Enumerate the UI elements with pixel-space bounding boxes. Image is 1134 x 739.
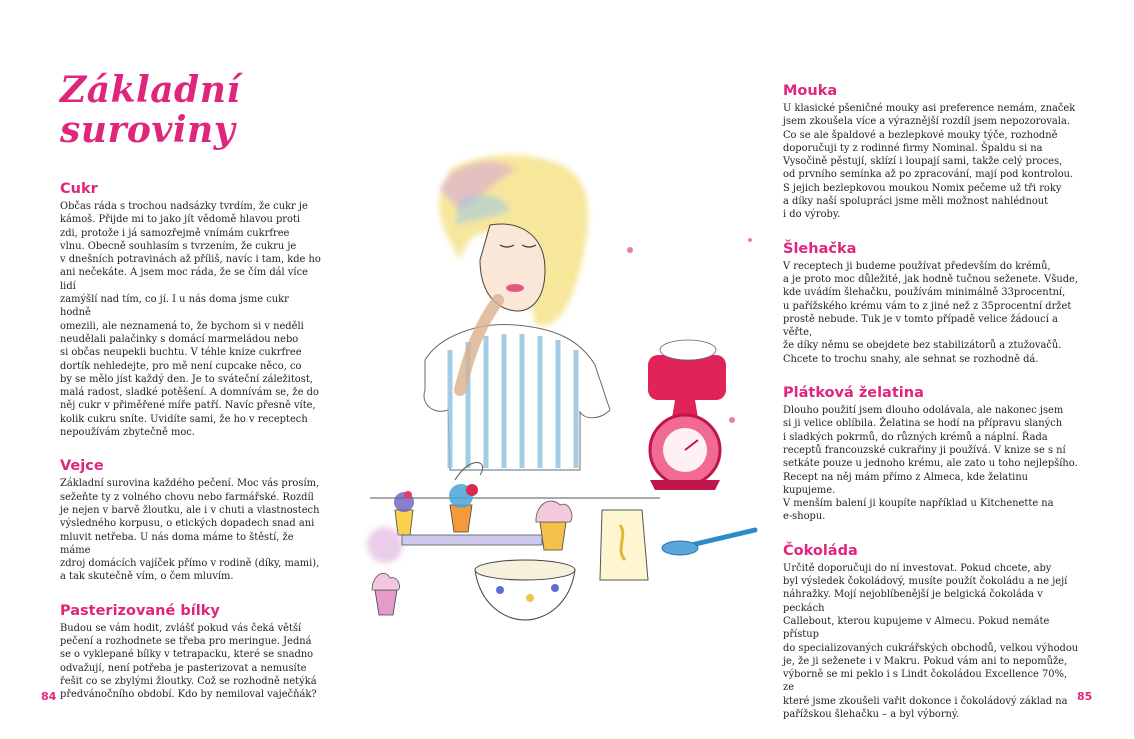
text-line: si občas neupekli buchtu. V téhle knize cukrfree	[60, 347, 302, 359]
text-line: U klasické pšeničné mouky asi preference nemám, značek	[783, 103, 1076, 114]
text-line: Callebout, kterou kupujeme v Almecu. Pokud nemáte přístup	[783, 615, 1050, 641]
text-line: V receptech ji budeme používat především do krémů,	[783, 260, 1051, 272]
section-text	[60, 477, 322, 583]
text-line: zamýšlí nad tím, co jí. I u nás doma jsme cukr hodně	[60, 294, 289, 319]
text-line: sežeňte ty z volného chovu nebo farmářské. Rozdíl	[60, 491, 314, 503]
text-line: V menším balení ji koupíte například u Kitchenette na	[783, 498, 1054, 510]
text-line: pařížskou šlehačku – a byl výborný.	[783, 708, 960, 720]
text-line: a díky naší spolupráci jsme měli možnost nahlédnout	[783, 196, 1049, 208]
text-line: kolik cukru sníte. Uvidíte sami, že ho v receptech	[60, 413, 308, 425]
kitchen-scale-illustration	[648, 340, 726, 490]
text-line: omezili, ale neznamená to, že bychom si v neděli	[60, 320, 304, 332]
text-line: do specializovaných cukrářských obchodů, velkou výhodou	[783, 642, 1079, 654]
text-line: výsledného korpusu, o etických dopadech snad ani	[60, 518, 315, 530]
text-line: řešit co se zbylými žloutky. Což se rozhodně netýká	[60, 675, 317, 687]
text-line: předvánočního období. Kdo by nemiloval vaječňák?	[60, 689, 317, 701]
cupcake-illustration	[449, 463, 483, 533]
section-heading: Plátková želatina	[783, 385, 924, 402]
text-line: v dnešních potravinách až příliš, navíc i tam, kde ho	[60, 254, 321, 266]
section-text	[60, 200, 322, 439]
section-text	[783, 102, 1079, 222]
text-line: a tak skutečně vím, o čem mluvím.	[60, 571, 234, 583]
text-line: Co se ale špaldové a bezlepkové mouky týče, rozhodně	[783, 129, 1058, 141]
text-line: pečení a rozhodnete se třeba pro meringue. Jedná	[60, 636, 312, 648]
bowl-illustration	[475, 560, 575, 620]
right-column	[783, 82, 1079, 739]
page-title	[60, 70, 360, 150]
text-line: i sladkých pokrmů, do různých krémů a náplní. Řada	[783, 431, 1048, 443]
text-line: něj cukr v přiměřené míře patří. Navíc přesně víte,	[60, 400, 316, 412]
text-line: neudělali palačinky s domácí marmeládou nebo	[60, 333, 299, 345]
section-text	[783, 562, 1079, 722]
section-platkova-zelatina	[783, 384, 1079, 524]
page-number-left: 84	[41, 690, 57, 703]
text-line: doporučuji ty z rodinné firmy Nominal. Špaldu si na	[783, 142, 1043, 154]
text-line: by se mělo jíst každý den. Je to sváteční záležitost,	[60, 373, 313, 385]
text-line: receptů francouzské cukrařiny ji používá. V knize se s ní	[783, 444, 1066, 456]
text-line: i do výroby.	[783, 209, 841, 221]
cupcake-illustration	[394, 491, 414, 535]
text-line: zdi, protože i já samozřejmě vnímám cukrfree	[60, 227, 290, 239]
section-cokolada	[783, 542, 1079, 722]
section-heading: Cukr	[60, 181, 98, 197]
text-line: odvažují, není potřeba je pasterizovat a nemusíte	[60, 662, 307, 674]
text-line: Základní surovina každého pečení. Moc vás prosím,	[60, 478, 320, 490]
flour-bag-illustration	[600, 510, 648, 580]
text-line: byl výsledek čokoládový, musíte použít čokoládu a ne její	[783, 576, 1068, 588]
text-line: S jejich bezlepkovou moukou Nomix pečeme už tři roky	[783, 182, 1062, 194]
text-line: mluvit netřeba. U nás doma máme to štěstí, že máme	[60, 531, 294, 556]
text-line: Vysočině pěstují, sklízí i loupají sami, takže celý proces,	[783, 156, 1063, 168]
text-line: setkáte pouze u jednoho krému, ale zato u toho nejlepšího.	[783, 458, 1078, 470]
text-line: kámoš. Přijde mi to jako jít vědomě hlavou proti	[60, 214, 301, 226]
section-text	[60, 622, 322, 702]
cupcake-illustration	[367, 527, 403, 615]
text-line: malá radost, sladké potěšení. A domnívám se, že do	[60, 387, 319, 399]
text-line: náhražky. Mojí nejoblíbenější je belgická čokoláda v peckách	[783, 589, 1043, 614]
left-column	[60, 180, 322, 720]
text-line: zdroj domácích vajíček přímo v rodině (díky, mami),	[60, 558, 320, 570]
section-heading: Vejce	[60, 458, 104, 475]
text-line: a je proto moc důležité, jak hodně tučnou seženete. Všude,	[783, 273, 1079, 285]
section-heading: Pasterizované bílky	[60, 602, 220, 619]
section-mouka	[783, 82, 1079, 222]
section-heading: Mouka	[783, 83, 838, 99]
section-heading: Šlehačka	[783, 240, 857, 257]
section-vejce	[60, 457, 322, 583]
page-number-right: 85	[1077, 690, 1093, 703]
text-line: Dlouho použití jsem dlouho odolávala, ale nakonec jsem	[783, 405, 1064, 417]
section-slehacka	[783, 240, 1079, 366]
text-line: nepoužívám zbytečně moc.	[60, 427, 195, 439]
text-line: od prvního semínka až po zpracování, mají pod kontrolou.	[783, 169, 1074, 181]
section-cukr	[60, 180, 322, 439]
text-line: jsem zkoušela více a výraznější rozdíl jsem nepozorovala.	[783, 116, 1070, 128]
text-line: dortík nehledejte, pro mě není cupcake něco, co	[60, 360, 302, 372]
text-line: Recept na něj mám přímo z Almeca, kde želatinu kupujeme.	[783, 471, 1029, 496]
text-line: je, že ji seženete i v Makru. Pokud vám ani to nepomůže,	[783, 655, 1068, 667]
text-line: Chcete to trochu snahy, ale sehnat se rozhodně dá.	[783, 353, 1039, 365]
section-text	[783, 260, 1079, 366]
watercolor-illustration	[330, 150, 780, 630]
text-line: se o vyklepané bílky v tetrapacku, které se snadno	[60, 649, 314, 661]
spatula-illustration	[662, 530, 755, 555]
text-line: vlnu. Obecně souhlasím s tvrzením, že cukru je	[60, 240, 297, 252]
text-line: kde uvádím šlehačku, používám minimálně 33procentní,	[783, 287, 1066, 299]
text-line: výborně se mi peklo i s Lindt čokoládou Excellence 70%, ze	[783, 669, 1068, 694]
text-line: ani nečekáte. A jsem moc ráda, že se čím dál více lidí	[60, 267, 308, 292]
text-line: které jsme zkoušeli vařit dokonce i čokoládový základ na	[783, 695, 1068, 707]
text-line: si ji velice oblíbila. Želatina se hodí na přípravu slaných	[783, 418, 1063, 430]
title-line-2: suroviny	[60, 109, 236, 151]
section-pasterizovane-bilky	[60, 602, 322, 702]
text-line: e-shopu.	[783, 511, 826, 523]
section-heading: Čokoláda	[783, 542, 858, 559]
section-text	[783, 404, 1079, 524]
text-line: že díky němu se obejdete bez stabilizátorů a ztužovačů.	[783, 340, 1062, 352]
text-line: u pařížského krému vám to z jiné než z 35procentní držet	[783, 300, 1072, 312]
text-line: je nejen v barvě žloutku, ale i v chuti a vlastnostech	[60, 504, 320, 516]
text-line: Určitě doporučuji do ní investovat. Pokud chcete, aby	[783, 562, 1052, 574]
text-line: Občas ráda s trochou nadsázky tvrdím, že cukr je	[60, 201, 308, 212]
title-line-1: Základní	[60, 69, 241, 111]
text-line: prostě nebude. Tuk je v tomto případě velice žádoucí a věřte,	[783, 313, 1058, 339]
text-line: Budou se vám hodit, zvlášť pokud vás čeká větší	[60, 622, 302, 634]
